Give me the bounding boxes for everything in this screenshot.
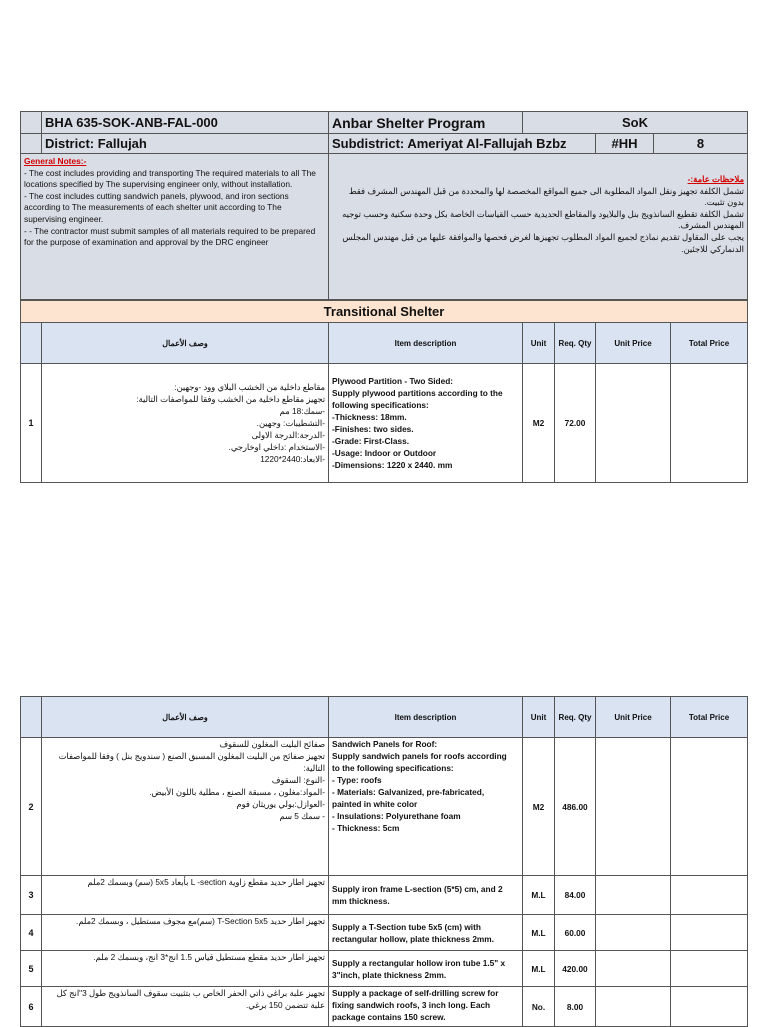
item-description [329,951,523,987]
ar-line: -سمك:18 مم [279,406,325,416]
sok-label: SoK [523,112,748,134]
en-line: Supply a package of self-drilling screw for [332,988,499,998]
item-description [329,364,523,483]
ar-line: مقاطع داخلية من الخشب البلاي وود -وجهين: [174,382,325,392]
note-ar-2: تشمل الكلفة تقطيع السانذويج بنل والبلايود والمقاطع الحديدية حسب القياسات الخاصة بكل وحدة سكنية وحسب توجيه المهندس المشرف. [342,208,744,231]
ar-line: تجهيز صفائح من البليت المغلون المسبق الصنع ( سندويج بنل ) وفقا للمواصفات [58,751,325,761]
item-number: 4 [21,915,42,951]
item-ar-desc [42,738,329,876]
header-spacer [21,112,42,134]
ar-line: -الابعاد:2440*1220 [260,454,325,464]
note-ar-1: تشمل الكلفة تجهيز ونقل المواد المطلوبة الى جميع المواقع المخصصة لها والمحددة من قبل المهندس المشرف فقط بدون تثبيت. [348,185,744,208]
col-item-desc: Item description [329,323,523,364]
item-qty: 420.00 [555,951,596,987]
note-en-3: - - The contractor must submit samples of all materials required to be prepared for the purpose of examination and approval by the DRC engineer [24,225,316,248]
item-unit: M.L [523,915,555,951]
col-req-qty: Req. Qty [555,323,596,364]
ar-line: - سمك 5 سم [279,811,325,821]
ar-line: تجهيز اطار حديد T-Section 5x5 (سم)مع مجوف مستطيل ، وبسمك 2ملم. [76,916,325,926]
item-unit-price[interactable] [596,987,671,1027]
en-line: Supply a rectangular hollow iron tube 1.5" x [332,957,506,968]
col-ar-desc: وصف الأعمال [42,323,329,364]
item-unit: M2 [523,738,555,876]
item-qty: 8.00 [555,987,596,1027]
general-notes-ar [329,154,748,300]
ar-line: التالية: [303,763,325,773]
ar-line: -التشطيبات: وجهين. [256,418,325,428]
general-notes-title: General Notes:- [24,156,87,166]
item-number: 6 [21,987,42,1027]
item-ar-desc [42,364,329,483]
header-table [20,111,748,300]
en-line: Supply plywood partitions according to the [332,388,503,398]
ar-line: -النوع: السقوف [271,775,325,785]
item-qty: 84.00 [555,876,596,915]
item-description [329,876,523,915]
item-total-price[interactable] [671,915,748,951]
item-description [329,738,523,876]
en-line: painted in white color [332,799,418,809]
item-ar-desc [42,915,329,951]
en-line: to the following specifications: [332,763,454,773]
item-total-price[interactable] [671,987,748,1027]
en-line: -Grade: First-Class. [332,436,409,446]
item-qty: 60.00 [555,915,596,951]
table-row [21,738,748,876]
col-unit: Unit [523,697,555,738]
note-en-2: - The cost includes cutting sandwich panels, plywood, and iron sections according to The measurements of each shelter unit according to The supervising engineer. [24,190,289,224]
col-total-price: Total Price [671,323,748,364]
en-line: - Thickness: 5cm [332,823,400,833]
col-unit: Unit [523,323,555,364]
item-number: 5 [21,951,42,987]
item-total-price[interactable] [671,951,748,987]
ar-line: تجهيز علبة براغي ذاتي الحفر الخاص ب بتثبيت سقوف السانذويج طول 3"انج كل [56,988,325,998]
ar-line: -الاستخدام :داخلي اوخارجي. [228,442,325,452]
item-unit-price[interactable] [596,738,671,876]
general-notes-en [21,154,329,300]
col-no [21,323,42,364]
ar-line: -المواد:مغلون ، مسبقة الصنع ، مطلية باللون الأبيض. [149,787,325,797]
en-line: - Materials: Galvanized, pre-fabricated, [332,787,485,797]
item-unit: M.L [523,876,555,915]
ar-line: تجهيز اطار حديد مقطع زاوية L -section بأبعاد 5x5 (سم) وبسمك 2ملم [87,877,325,887]
item-total-price[interactable] [671,364,748,483]
item-qty: 486.00 [555,738,596,876]
en-line: mm thickness. [332,896,390,906]
col-req-qty: Req. Qty [555,697,596,738]
en-line: -Finishes: two sides. [332,424,414,434]
en-line: package contains 150 screw. [332,1012,446,1022]
col-total-price: Total Price [671,697,748,738]
item-total-price[interactable] [671,876,748,915]
item-ar-desc [42,951,329,987]
hh-label: #HH [596,134,654,154]
hh-value: 8 [654,134,748,154]
table-row [21,915,748,951]
item-unit: M.L [523,951,555,987]
item-unit-price[interactable] [596,951,671,987]
header-spacer [21,134,42,154]
item-total-price[interactable] [671,738,748,876]
items-table-2 [20,696,748,1027]
en-line: -Usage: Indoor or Outdoor [332,448,437,458]
en-line: Plywood Partition - Two Sided: [332,376,454,386]
col-unit-price: Unit Price [596,323,671,364]
en-line: fixing sandwich roofs, 3 inch long. Each [332,1000,491,1010]
col-item-desc: Item description [329,697,523,738]
en-line: - Type: roofs [332,775,382,785]
col-ar-desc: وصف الأعمال [42,697,329,738]
en-line: Supply sandwich panels for roofs according [332,751,507,761]
item-number: 1 [21,364,42,483]
note-ar-3: يجب على المقاول تقديم نماذج لجميع المواد المطلوب تجهيزها لغرض فحصها والموافقة عليها من قبل مهندس المجلس الدنماركي للاجئين. [342,231,744,254]
program-name: Anbar Shelter Program [329,112,523,134]
item-ar-desc [42,987,329,1027]
en-line: Sandwich Panels for Roof: [332,739,438,749]
table-row [21,987,748,1027]
ar-line: تجهيز اطار حديد مقطع مستطيل قياس 1.5 انج*3 انج، وبسمك 2 ملم. [93,952,325,962]
section-title: Transitional Shelter [21,301,748,323]
item-ar-desc [42,876,329,915]
item-unit-price[interactable] [596,876,671,915]
item-qty: 72.00 [555,364,596,483]
project-code: BHA 635-SOK-ANB-FAL-000 [42,112,329,134]
en-line: following specifications: [332,400,429,410]
items-table-1 [20,300,748,483]
item-unit-price[interactable] [596,364,671,483]
ar-line: تجهيز مقاطع داخلية من الخشب وفقا للمواصفات التالية: [136,394,325,404]
item-unit: No. [523,987,555,1027]
en-line: Supply iron frame L-section (5*5) cm, and 2 [332,884,503,894]
table-row [21,951,748,987]
subdistrict: Subdistrict: Ameriyat Al-Fallujah Bzbz [329,134,596,154]
table-row [21,364,748,483]
col-unit-price: Unit Price [596,697,671,738]
table-row [21,876,748,915]
en-line: -Dimensions: 1220 x 2440. mm [332,460,453,470]
en-line: - Insulations: Polyurethane foam [332,811,461,821]
en-line: 3"inch, plate thickness 2mm. [332,969,447,980]
note-en-1: - The cost includes providing and transporting The required materials to all The locations specified by The supervising engineer only, without installation. [24,167,316,190]
item-number: 3 [21,876,42,915]
en-line: -Thickness: 18mm. [332,412,407,422]
en-line: Supply a T-Section tube 5x5 (cm) with [332,921,481,932]
ar-line: -العوازل:بولي يوريثان فوم [236,799,325,809]
district: District: Fallujah [42,134,329,154]
item-unit-price[interactable] [596,915,671,951]
item-description [329,987,523,1027]
general-notes-ar-title: ملاحظات عامة:- [687,174,744,184]
item-description [329,915,523,951]
item-number: 2 [21,738,42,876]
ar-line: علبة تتضمن 150 برغي. [246,1000,325,1010]
ar-line: -الدرجة:الدرجة الاولى [251,430,325,440]
en-line: rectangular hollow, plate thickness 2mm. [332,933,494,944]
item-unit: M2 [523,364,555,483]
col-no [21,697,42,738]
ar-line: صفائح البليت المغلون للسقوف [219,739,325,749]
